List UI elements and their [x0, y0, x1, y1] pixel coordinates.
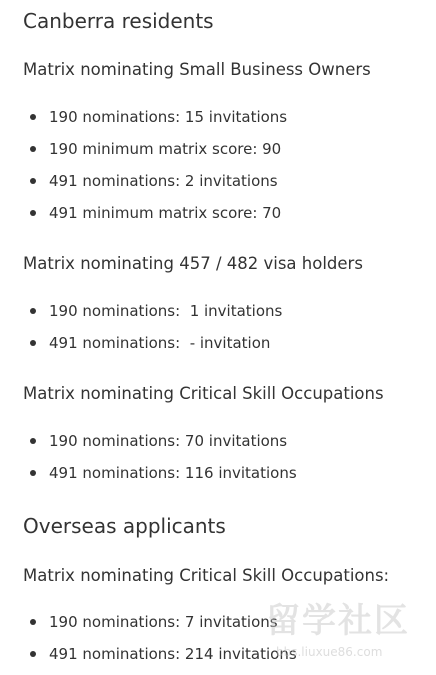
watermark-logo: 留学社区: [266, 601, 410, 641]
list-bullet: [30, 178, 36, 184]
list-bullet: [30, 340, 36, 346]
list-bullet: [30, 210, 36, 216]
group-heading-critical-skill-occupations: Matrix nominating Critical Skill Occupations: [23, 384, 384, 403]
list-item: 491 nominations: - invitation: [49, 334, 271, 352]
list-bullet: [30, 619, 36, 625]
list-bullet: [30, 470, 36, 476]
group-heading-visa-holders: Matrix nominating 457 / 482 visa holders: [23, 254, 363, 273]
list-item: 190 nominations: 70 invitations: [49, 432, 288, 450]
list-item: 190 nominations: 15 invitations: [49, 108, 288, 126]
list-item: 190 minimum matrix score: 90: [49, 140, 282, 158]
section-title-canberra-residents: Canberra residents: [23, 9, 214, 33]
list-item: 491 nominations: 2 invitations: [49, 172, 278, 190]
list-bullet: [30, 114, 36, 120]
watermark-url: bbs.liuxue86.com: [276, 645, 383, 659]
group-heading-small-business-owners: Matrix nominating Small Business Owners: [23, 60, 371, 79]
list-bullet: [30, 651, 36, 657]
watermark: [266, 601, 436, 675]
section-title-overseas-applicants: Overseas applicants: [23, 514, 226, 538]
list-item: 491 nominations: 116 invitations: [49, 464, 297, 482]
list-item: 190 nominations: 1 invitations: [49, 302, 283, 320]
list-item: 190 nominations: 7 invitations: [49, 613, 278, 631]
list-bullet: [30, 146, 36, 152]
list-item: 491 nominations: 214 invitations: [49, 645, 297, 663]
group-heading-overseas-critical-skill-occupations: Matrix nominating Critical Skill Occupations:: [23, 566, 390, 585]
list-bullet: [30, 308, 36, 314]
list-item: 491 minimum matrix score: 70: [49, 204, 282, 222]
list-bullet: [30, 438, 36, 444]
